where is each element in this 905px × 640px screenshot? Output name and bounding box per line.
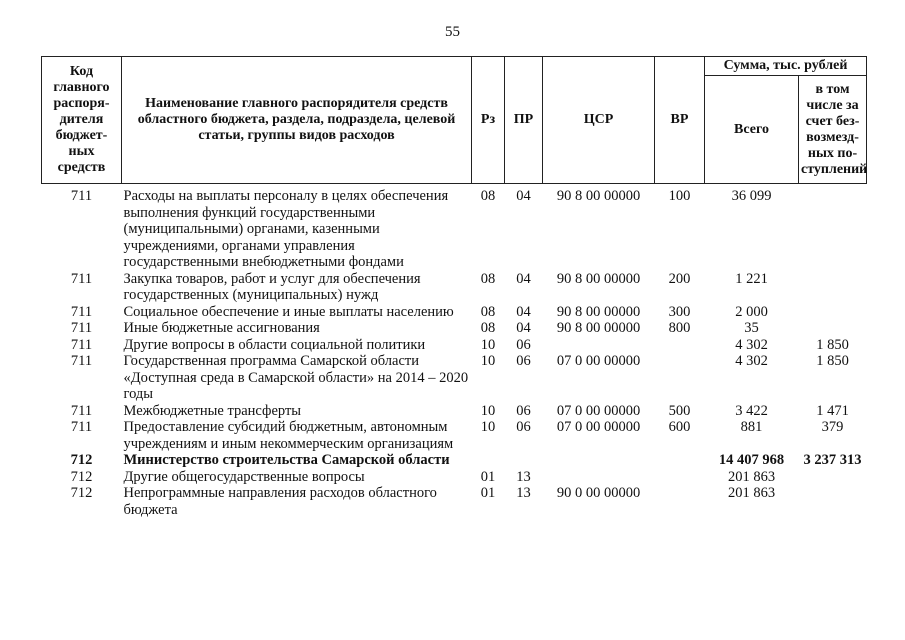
cell-vr: [655, 485, 705, 518]
cell-csr: 90 8 00 00000: [556, 188, 641, 204]
cell-free: 1 471: [816, 402, 849, 419]
cell-total: 35: [744, 320, 759, 336]
col-header-rz: Рз: [472, 57, 505, 184]
table-row: [42, 353, 867, 403]
table-row: [42, 337, 867, 354]
cell-code: 712: [70, 468, 93, 485]
col-header-free: в том числе за счет без-возмезд-ных по-ступлений: [799, 76, 867, 184]
cell-free: 1 850: [816, 353, 849, 369]
cell-vr: [655, 337, 705, 354]
col-header-csr: ЦСР: [543, 57, 655, 184]
cell-total: 4 302: [735, 336, 768, 353]
cell-rz: 01: [480, 468, 496, 485]
cell-free: [799, 271, 867, 304]
table-row: [42, 304, 867, 321]
cell-free: [799, 469, 867, 486]
cell-pr: 04: [516, 188, 531, 204]
cell-vr: 300: [668, 303, 691, 320]
cell-vr: 800: [668, 320, 691, 336]
cell-rz: 10: [480, 419, 496, 435]
cell-pr: 13: [516, 485, 531, 501]
cell-vr: [655, 469, 705, 486]
cell-pr: 06: [516, 336, 531, 353]
cell-name: Предоставление субсидий бюджетным, автономным учреждениям и иным некоммерческим организациям: [123, 419, 454, 452]
cell-total: 201 863: [727, 485, 776, 501]
cell-csr: 90 0 00 00000: [556, 485, 641, 501]
cell-free: [799, 485, 867, 518]
cell-total: 36 099: [731, 188, 772, 204]
cell-vr: [655, 353, 705, 403]
cell-free: 379: [821, 419, 844, 435]
cell-rz: 01: [480, 485, 496, 501]
cell-csr: 07 0 00 00000: [556, 353, 641, 369]
cell-name: Иные бюджетные ассигнования: [123, 320, 320, 336]
table-row: [42, 320, 867, 337]
cell-name: Другие вопросы в области социальной политики: [123, 336, 426, 353]
table-header: [42, 57, 867, 184]
cell-code: 711: [70, 303, 93, 320]
cell-rz: 08: [480, 270, 496, 287]
cell-csr: [543, 469, 655, 486]
cell-pr: 13: [516, 468, 531, 485]
cell-vr: [655, 452, 705, 469]
budget-table: [41, 56, 867, 518]
cell-vr: 100: [668, 188, 691, 204]
table-row: [42, 271, 867, 304]
col-header-vr: ВР: [655, 57, 705, 184]
table-row: [42, 469, 867, 486]
cell-vr: 600: [668, 419, 691, 435]
cell-name: Министерство строительства Самарской области: [123, 452, 450, 468]
cell-code: 711: [70, 320, 93, 336]
cell-total: 881: [740, 419, 763, 435]
cell-pr: 06: [516, 419, 531, 435]
cell-name: Другие общегосударственные вопросы: [123, 468, 365, 485]
cell-free: 1 850: [816, 336, 849, 353]
cell-vr: 200: [668, 270, 691, 287]
col-header-name: Наименование главного распорядителя средств областного бюджета, раздела, подраздела, целевой статьи, группы видов расходов: [122, 57, 472, 184]
cell-total: 3 422: [735, 402, 768, 419]
cell-rz: 10: [480, 353, 496, 369]
cell-code: 711: [70, 402, 93, 419]
cell-pr: [505, 452, 543, 469]
page-number: 55: [445, 24, 460, 40]
cell-rz: 08: [480, 188, 496, 204]
col-header-total: Всего: [705, 76, 799, 184]
cell-csr: [543, 337, 655, 354]
cell-pr: 06: [516, 353, 531, 369]
table-row: [42, 403, 867, 420]
cell-csr: [543, 452, 655, 469]
cell-code: 712: [70, 452, 93, 468]
cell-name: Закупка товаров, работ и услуг для обеспечения государственных (муниципальных) нужд: [123, 270, 421, 303]
cell-rz: [472, 452, 505, 469]
col-header-code: Код главного распоря-дителя бюджет-ных средств: [42, 57, 122, 184]
cell-name: Социальное обеспечение и иные выплаты населению: [123, 303, 454, 320]
table-body: [42, 184, 867, 519]
cell-code: 711: [70, 270, 93, 287]
cell-name: Государственная программа Самарской области «Доступная среда в Самарской области» на 2014 – 2020 годы: [123, 353, 469, 402]
cell-total: 2 000: [735, 303, 768, 320]
cell-name: Межбюджетные трансферты: [123, 402, 302, 419]
table-row: [42, 419, 867, 452]
table-row: [42, 452, 867, 469]
cell-csr: 07 0 00 00000: [556, 402, 641, 419]
cell-rz: 08: [480, 320, 496, 336]
cell-csr: 90 8 00 00000: [556, 320, 641, 336]
cell-pr: 06: [516, 402, 531, 419]
cell-pr: 04: [516, 320, 531, 336]
table-row: [42, 485, 867, 518]
cell-total: 14 407 968: [718, 452, 785, 468]
cell-vr: 500: [668, 402, 691, 419]
cell-total: 1 221: [735, 270, 768, 287]
cell-rz: 08: [480, 303, 496, 320]
cell-csr: 90 8 00 00000: [556, 303, 641, 320]
table-row: [42, 188, 867, 271]
cell-free: 3 237 313: [803, 452, 862, 468]
cell-code: 711: [70, 188, 93, 204]
cell-csr: 07 0 00 00000: [556, 419, 641, 435]
cell-name: Непрограммные направления расходов областного бюджета: [123, 485, 437, 518]
cell-rz: 10: [480, 336, 496, 353]
col-header-sum-group: Сумма, тыс. рублей: [705, 57, 867, 76]
cell-code: 711: [70, 419, 93, 435]
cell-code: 711: [70, 353, 93, 369]
cell-pr: 04: [516, 270, 531, 287]
cell-pr: 04: [516, 303, 531, 320]
cell-free: [799, 188, 867, 271]
cell-free: [799, 320, 867, 337]
cell-total: 201 863: [727, 468, 776, 485]
cell-code: 712: [70, 485, 93, 501]
cell-code: 711: [70, 336, 93, 353]
cell-total: 4 302: [735, 353, 768, 369]
cell-free: [799, 304, 867, 321]
col-header-pr: ПР: [505, 57, 543, 184]
cell-name: Расходы на выплаты персоналу в целях обеспечения выполнения функций государственными (муниципальными) органами, казенными учреждениями, органами управления государственными внебюджетными фондами: [123, 188, 449, 270]
cell-csr: 90 8 00 00000: [556, 270, 641, 287]
cell-rz: 10: [480, 402, 496, 419]
